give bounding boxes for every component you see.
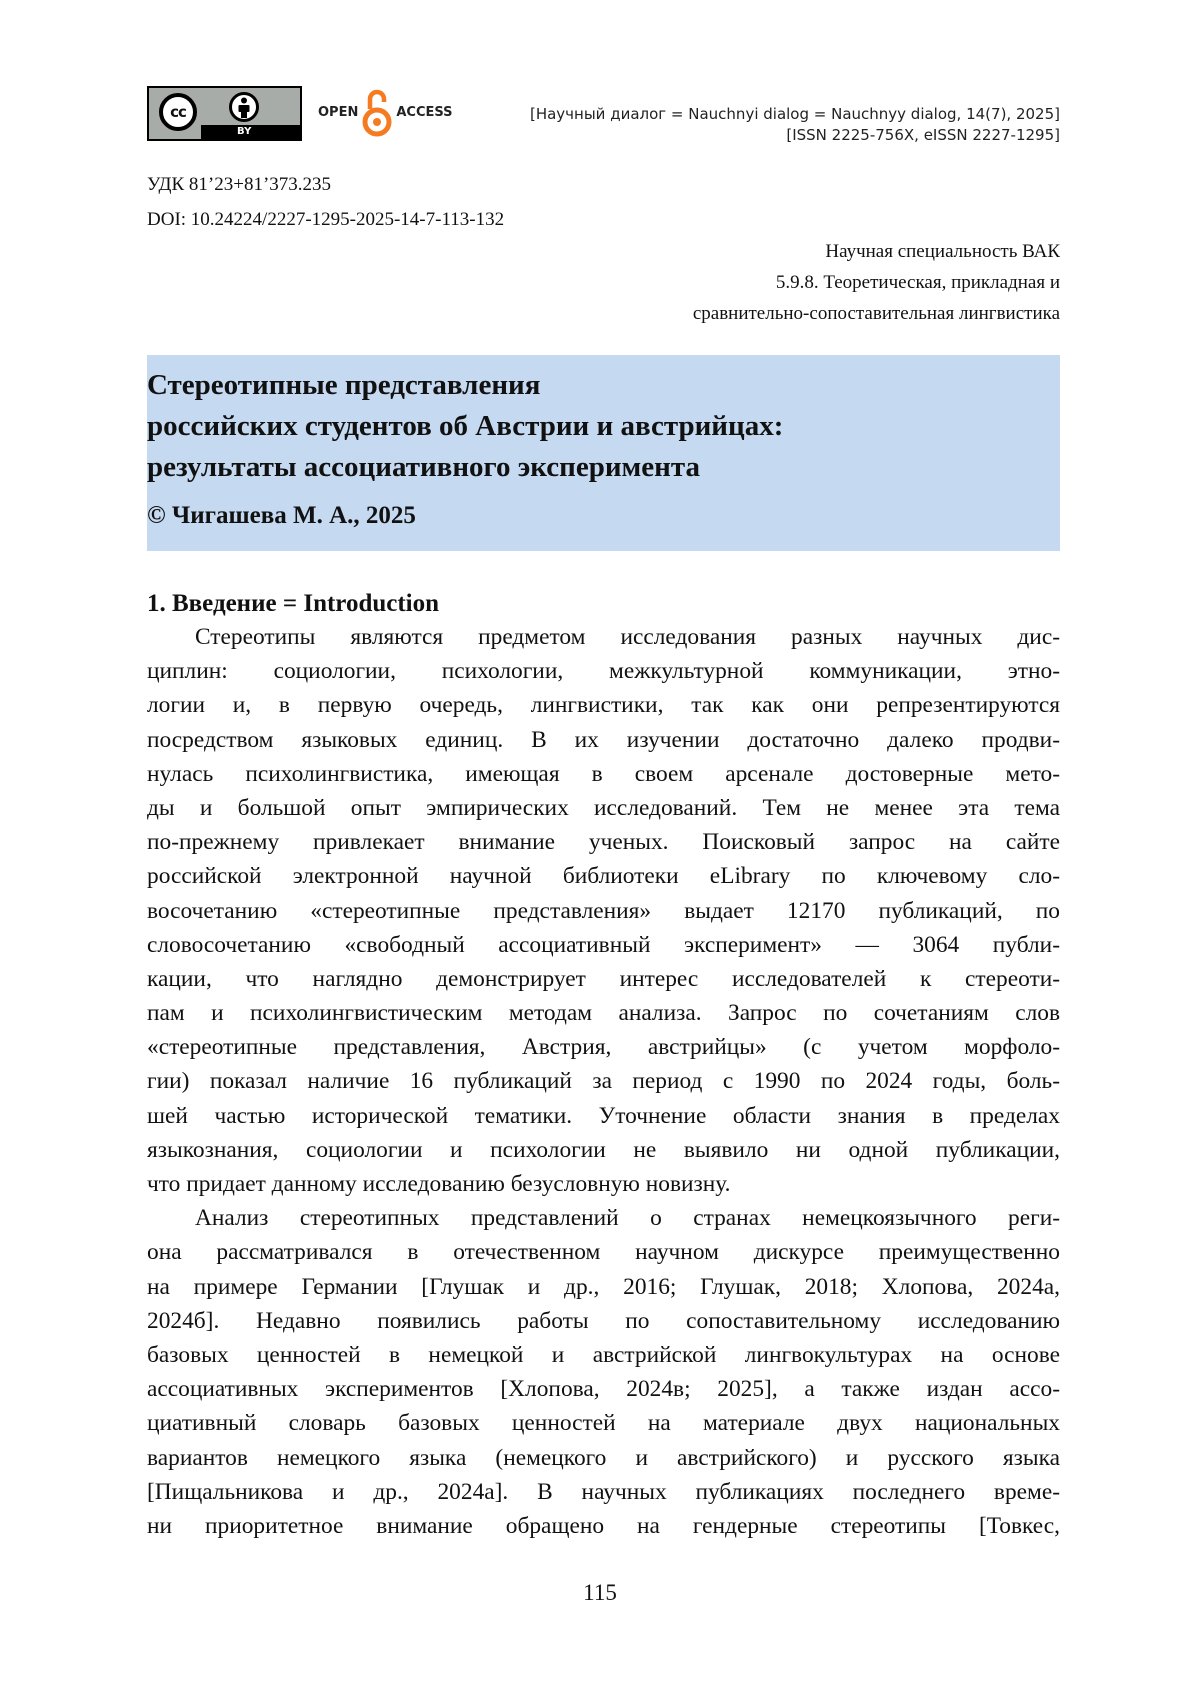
text-line: базовых ценностей в немецкой и австрийской лингвокультурах на основе (147, 1341, 1060, 1368)
cc-by-license-badge (147, 86, 302, 141)
text-line: циативный словарь базовых ценностей на материале двух национальных (147, 1410, 1060, 1437)
paragraph (147, 1201, 1060, 1543)
text-line: что придает данному исследованию безусловную новизну. (147, 1171, 731, 1197)
section-heading: 1. Введение = Introduction (147, 590, 440, 617)
scientific-specialty (693, 236, 1060, 329)
creative-commons-icon: cc (159, 93, 197, 131)
text-line: Анализ стереотипных представлений о странах немецкоязычного реги- (195, 1205, 1060, 1232)
open-access-right-text: ACCESS (396, 104, 453, 120)
specialty-line: 5.9.8. Теоретическая, прикладная и (775, 272, 1060, 293)
body-text (147, 620, 1060, 1543)
text-line: пам и психолингвистическим методам анализа. Запрос по сочетаниям слов (147, 1000, 1060, 1027)
journal-issn-line: [ISSN 2225-756X, eISSN 2227-1295] (786, 126, 1060, 144)
text-line: ды и большой опыт эмпирических исследований. Тем не менее эта тема (147, 794, 1060, 821)
author-copyright: © Чигашева М. А., 2025 (147, 502, 416, 529)
text-line: циплин: социологии, психологии, межкультурной коммуникации, этно- (147, 658, 1060, 685)
article-title (147, 365, 1060, 488)
text-line: посредством языковых единиц. В их изучении достаточно далеко продви- (147, 726, 1060, 753)
text-line: Стереотипы являются предметом исследования разных научных дис- (195, 624, 1060, 650)
title-block (147, 355, 1060, 551)
journal-citation-line: [Научный диалог = Nauchnyi dialog = Nauchnyy dialog, 14(7), 2025] (529, 105, 1060, 123)
paragraph (147, 620, 1060, 1201)
title-line: Стереотипные представления (147, 369, 541, 401)
by-label: BY (237, 126, 252, 137)
specialty-line: сравнительно-сопоставительная лингвистика (692, 303, 1060, 324)
title-line: результаты ассоциативного эксперимента (147, 451, 700, 483)
text-line: словосочетанию «свободный ассоциативный эксперимент» — 3064 публи- (147, 931, 1060, 958)
text-line: по-прежнему привлекает внимание ученых. Поисковый запрос на сайте (147, 829, 1060, 856)
specialty-line: Научная специальность ВАК (825, 241, 1060, 262)
text-line: логии и, в первую очередь, лингвистики, так как они репрезентируются (147, 692, 1060, 719)
text-line: она рассматривался в отечественном научном дискурсе преимущественно (147, 1239, 1060, 1266)
open-access-logo (318, 86, 453, 138)
text-line: гии) показал наличие 16 публикаций за период с 1990 по 2024 годы, боль- (147, 1068, 1060, 1095)
udk-code: УДК 81’23+81’373.235 (147, 174, 332, 195)
attribution-person-icon (229, 92, 259, 122)
text-line: «стереотипные представления, Австрия, австрийцы» (с учетом морфоло- (147, 1034, 1060, 1061)
journal-citation (530, 104, 1060, 146)
page-number: 115 (583, 1580, 617, 1605)
text-line: нулась психолингвистика, имеющая в своем арсенале достоверные мето- (147, 760, 1060, 787)
doi-link[interactable]: DOI: 10.24224/2227-1295-2025-14-7-113-132 (147, 209, 505, 230)
title-line: российских студентов об Австрии и австрийцах: (147, 410, 784, 442)
open-lock-icon (362, 87, 392, 137)
text-line: ассоциативных экспериментов [Хлопова, 2024в; 2025], а также издан ассо- (147, 1376, 1060, 1403)
open-access-left-text: OPEN (318, 104, 359, 120)
text-line: восочетанию «стереотипные представления» выдает 12170 публикаций, по (147, 897, 1060, 924)
text-line: на примере Германии [Глушак и др., 2016; Глушак, 2018; Хлопова, 2024а, (147, 1273, 1060, 1300)
text-line: кации, что наглядно демонстрирует интерес исследователей к стереоти- (147, 965, 1060, 992)
text-line: вариантов немецкого языка (немецкого и австрийского) и русского языка (147, 1444, 1060, 1471)
text-line: [Пищальникова и др., 2024а]. В научных публикациях последнего време- (147, 1478, 1060, 1505)
text-line: шей частью исторической тематики. Уточнение области знания в пределах (147, 1102, 1060, 1129)
text-line: языкознания, социологии и психологии не выявило ни одной публикации, (147, 1136, 1060, 1163)
text-line: ни приоритетное внимание обращено на гендерные стереотипы [Товкес, (147, 1512, 1060, 1539)
text-line: российской электронной научной библиотеки eLibrary по ключевому сло- (147, 863, 1060, 890)
text-line: 2024б]. Недавно появились работы по сопоставительному исследованию (147, 1307, 1060, 1334)
